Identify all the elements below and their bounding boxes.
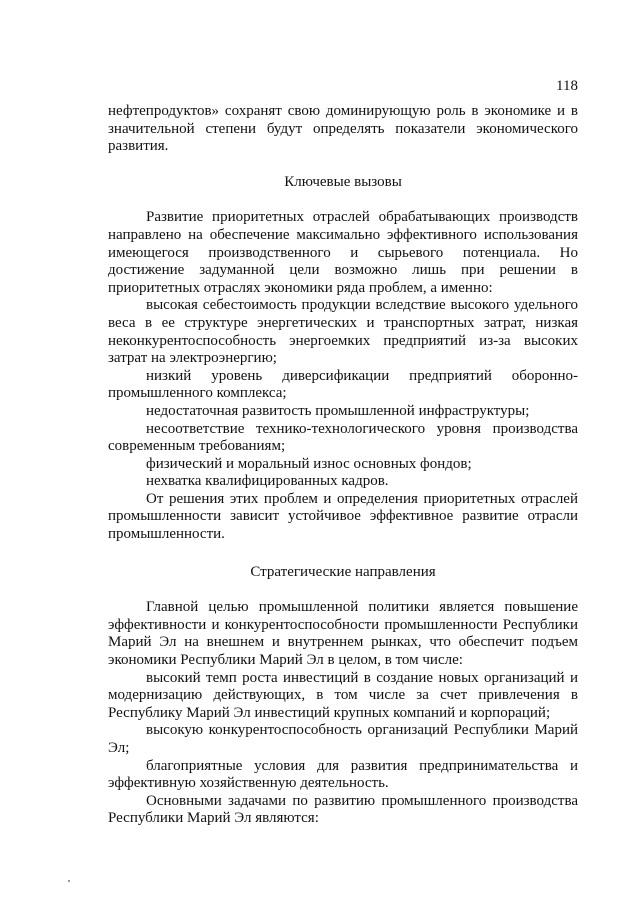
list-item: нехватка квалифицированных кадров. <box>146 473 389 490</box>
page-number: 118 <box>556 78 578 94</box>
intro-paragraph: нефтепродуктов» сохранят свою доминирующую роль в экономике и в значительной степени будут определять показатели экономического развития. <box>108 103 578 155</box>
list-item: благоприятные условия для развития предпринимательства и эффективную хозяйственную деятельность. <box>108 757 578 792</box>
list-item: физический и моральный износ основных фондов; <box>146 455 472 472</box>
paragraph: От решения этих проблем и определения приоритетных отраслей промышленности зависит устойчивое эффективное развитие отрасли промышленности. <box>108 490 578 543</box>
paragraph: Главной целью промышленной политики является повышение эффективности и конкурентоспособности промышленности Республики Марий Эл на внешнем и внутреннем рынках, что обеспечит подъем экономики Республики Марий Эл в целом, в том числе: <box>108 599 578 669</box>
paragraph: Основными задачами по развитию промышленного производства Республики Марий Эл являются: <box>108 792 578 827</box>
scan-speck <box>68 880 70 882</box>
list-item: высокий темп роста инвестиций в создание новых организаций и модернизацию действующих, в том числе за счет привлечения в Республику Марий Эл инвестиций крупных компаний и корпораций; <box>108 669 578 721</box>
section-heading-key-challenges: Ключевые вызовы <box>284 173 402 190</box>
list-item: низкий уровень диверсификации предприятий оборонно-промышленного комплекса; <box>108 367 578 402</box>
list-item: недостаточная развитость промышленной инфраструктуры; <box>146 402 530 419</box>
document-body <box>108 103 578 828</box>
list-item: высокую конкурентоспособность организаций Республики Марий Эл; <box>108 722 578 756</box>
list-item: высокая себестоимость продукции вследствие высокого удельного веса в ее структуре энергетических и транспортных затрат, низкая неконкурентоспособность энергоемких предприятий из-за высоких затрат на электроэнергию; <box>108 297 578 367</box>
list-item: несоответствие технико-технологического уровня производства современным требованиям; <box>108 420 578 455</box>
paragraph: Развитие приоритетных отраслей обрабатывающих производств направлено на обеспечение максимально эффективного использования имеющегося производственного и сырьевого потенциала. Но достижение задуманной цели возможно лишь при решении в приоритетных отраслях экономики ряда проблем, а именно: <box>108 209 578 296</box>
section-heading-strategic-directions: Стратегические направления <box>250 563 436 580</box>
